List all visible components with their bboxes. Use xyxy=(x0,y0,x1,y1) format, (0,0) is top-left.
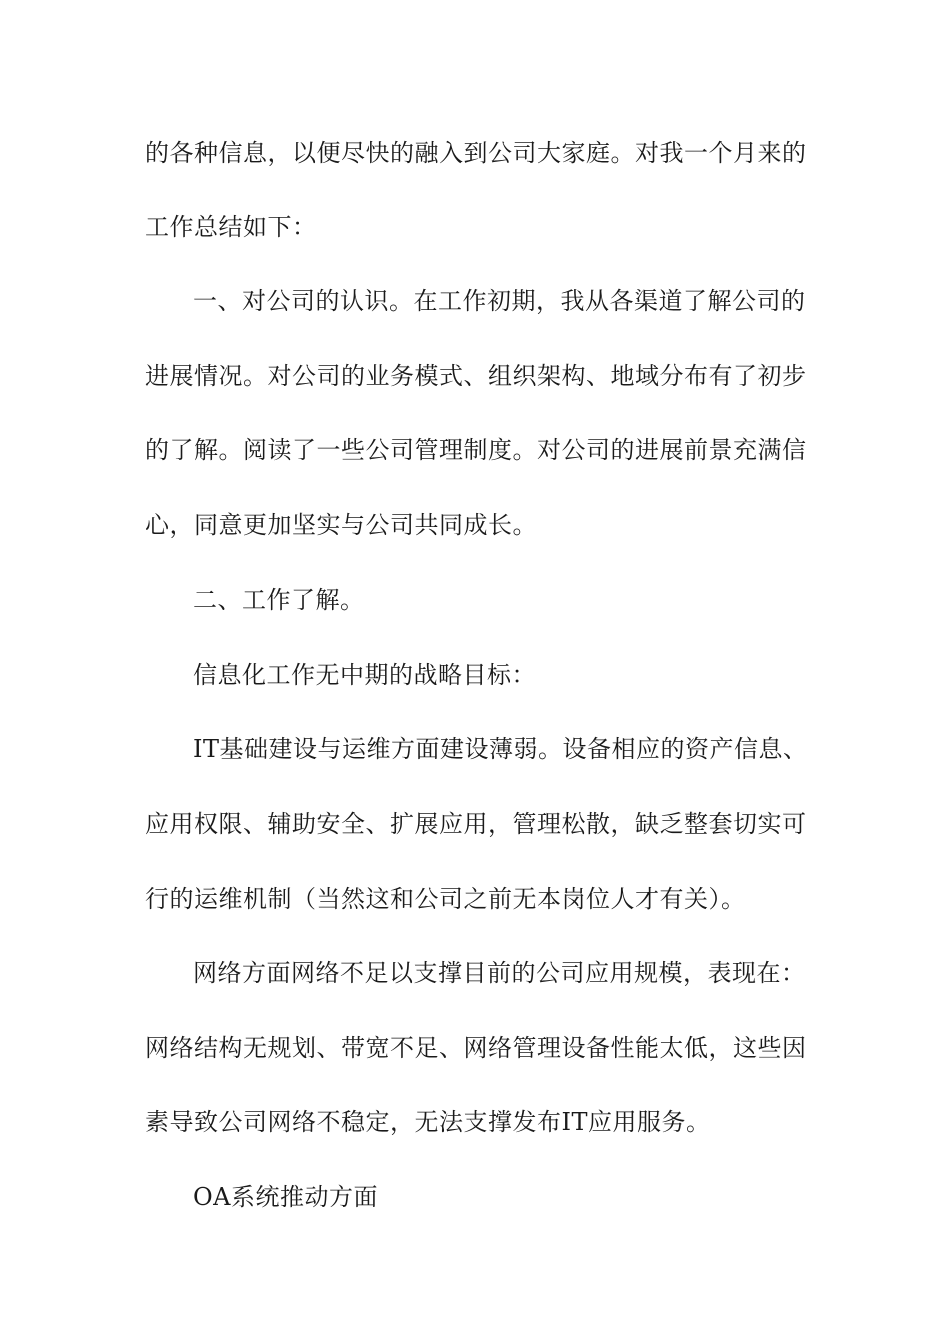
paragraph-line: 网络结构无规划、带宽不足、网络管理设备性能太低，这些因 xyxy=(145,1034,807,1062)
paragraph-line: 的了解。阅读了一些公司管理制度。对公司的进展前景充满信 xyxy=(145,436,807,464)
paragraph-line: 信息化工作无中期的战略目标： xyxy=(193,661,536,689)
paragraph-line: 应用权限、辅助安全、扩展应用，管理松散，缺乏整套切实可 xyxy=(145,810,807,838)
paragraph-line: 网络方面网络不足以支撑目前的公司应用规模，表现在： xyxy=(193,959,806,987)
paragraph-line: 的各种信息，以便尽快的融入到公司大家庭。对我一个月来的 xyxy=(145,139,807,167)
paragraph-line: IT基础建设与运维方面建设薄弱。设备相应的资产信息、 xyxy=(193,735,808,763)
paragraph-line: 进展情况。对公司的业务模式、组织架构、地域分布有了初步 xyxy=(145,362,807,390)
paragraph-line: 工作总结如下： xyxy=(145,213,317,241)
paragraph-line: 素导致公司网络不稳定，无法支撑发布IT应用服务。 xyxy=(145,1108,711,1136)
paragraph-line: 行的运维机制（当然这和公司之前无本岗位人才有关）。 xyxy=(145,885,746,913)
section-heading-line: 二、工作了解。 xyxy=(193,586,365,614)
paragraph-line: 心，同意更加坚实与公司共同成长。 xyxy=(145,511,537,539)
paragraph-line: OA系统推动方面 xyxy=(193,1183,379,1211)
section-heading-line: 一、对公司的认识。在工作初期，我从各渠道了解公司的 xyxy=(193,287,806,315)
